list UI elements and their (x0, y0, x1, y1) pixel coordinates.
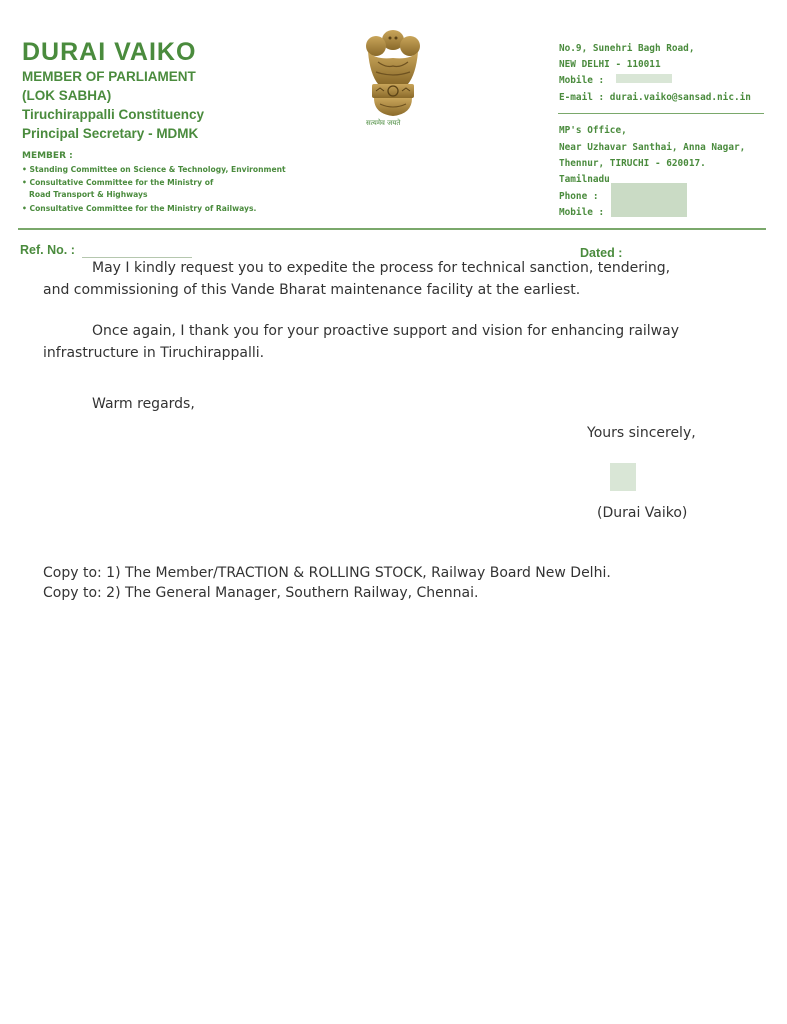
local-office-line-3: Thennur, TIRUCHI - 620017. (559, 158, 706, 169)
local-office-line-4: Tamilnadu (559, 174, 610, 185)
member-heading: MEMBER : (22, 151, 73, 161)
emblem-motto: सत्यमेव जयते (366, 119, 401, 127)
paragraph-2-line-2: infrastructure in Tiruchirappalli. (43, 345, 265, 361)
local-phone-label: Phone : (559, 191, 599, 202)
address-divider (558, 113, 764, 114)
paragraph-1-line-2: and commissioning of this Vande Bharat maintenance facility at the earliest. (43, 282, 581, 298)
ashoka-emblem-icon (360, 26, 426, 130)
ref-number-line (82, 257, 192, 258)
title-line-1: MEMBER OF PARLIAMENT (22, 69, 196, 84)
signatory-name: (Durai Vaiko) (597, 505, 688, 521)
greeting: Warm regards, (92, 396, 195, 412)
paragraph-2-line-1: Once again, I thank you for your proactive support and vision for enhancing railway (92, 323, 679, 339)
delhi-address-line-1: No.9, Sunehri Bagh Road, (559, 43, 695, 54)
sender-name: DURAI VAIKO (22, 38, 197, 66)
committee-item-1: • Standing Committee on Science & Technology, Environment (22, 165, 286, 174)
signature-redacted (610, 463, 636, 491)
copy-to-1: Copy to: 1) The Member/TRACTION & ROLLING STOCK, Railway Board New Delhi. (43, 565, 611, 581)
local-mobile-label: Mobile : (559, 207, 605, 218)
title-line-3: Tiruchirappalli Constituency (22, 107, 205, 122)
delhi-mobile-label: Mobile : (559, 75, 605, 86)
redacted-mobile (616, 74, 672, 83)
dated-label: Dated : (580, 246, 623, 260)
ref-number-label: Ref. No. : (20, 243, 75, 257)
committee-item-3: • Consultative Committee for the Ministry of Railways. (22, 204, 257, 213)
copy-to-2: Copy to: 2) The General Manager, Southern Railway, Chennai. (43, 585, 479, 601)
committee-item-2-cont: Road Transport & Highways (29, 190, 148, 199)
title-line-4: Principal Secretary - MDMK (22, 126, 199, 141)
delhi-address-line-2: NEW DELHI - 110011 (559, 59, 661, 70)
delhi-email: E-mail : durai.vaiko@sansad.nic.in (559, 92, 751, 103)
paragraph-1-line-1: May I kindly request you to expedite the process for technical sanction, tendering, (92, 260, 671, 276)
letterhead-divider (18, 228, 766, 230)
closing: Yours sincerely, (587, 425, 696, 441)
title-line-2: (LOK SABHA) (22, 88, 112, 103)
redacted-phone (611, 183, 687, 217)
committee-item-2: • Consultative Committee for the Ministry of (22, 178, 214, 187)
local-office-line-1: MP's Office, (559, 125, 627, 136)
local-office-line-2: Near Uzhavar Santhai, Anna Nagar, (559, 142, 746, 153)
